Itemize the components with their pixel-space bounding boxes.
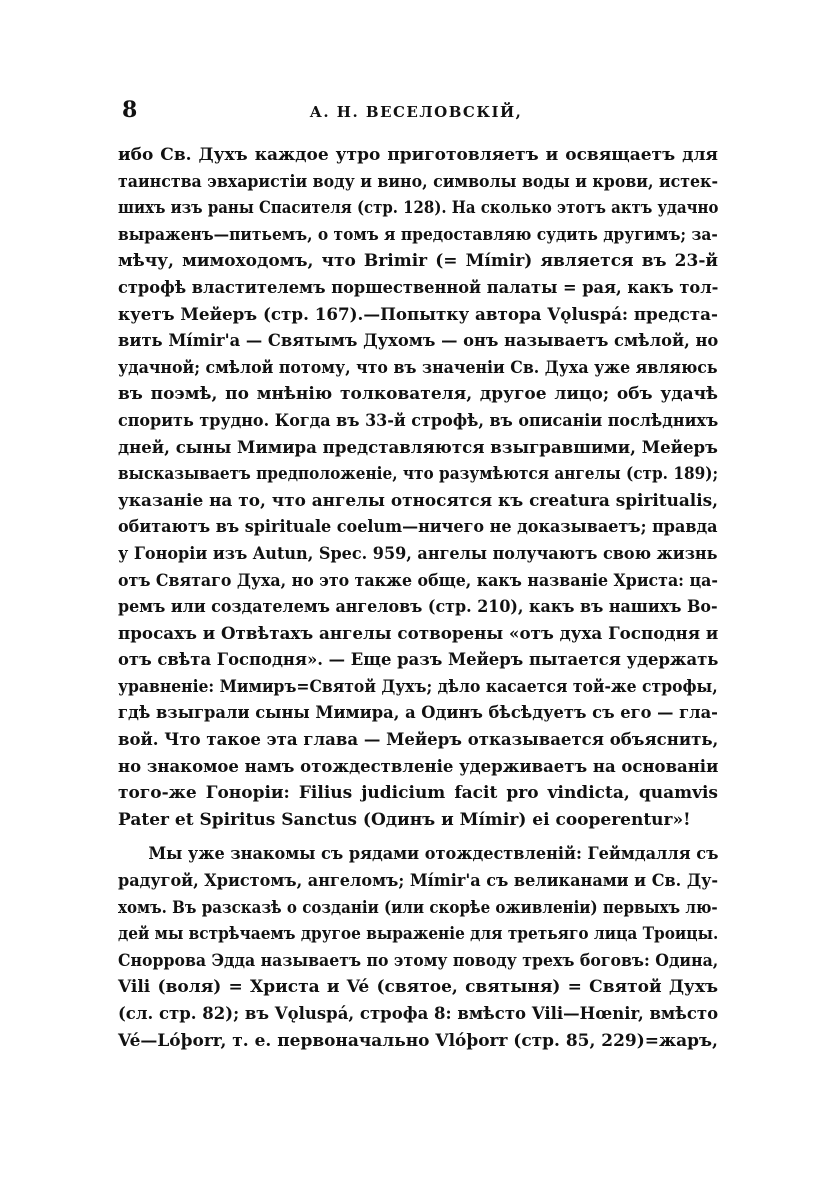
text-line: мѣчу, мимоходомъ, что Brimir (= Mímir) является въ 23-й [118, 251, 718, 272]
text-line: у Гоноріи изъ Autun, Spec. 959, ангелы получаютъ свою жизнь [118, 543, 718, 564]
paragraph-gap [118, 833, 718, 841]
text-line: куетъ Мейеръ (стр. 167).—Попытку автора Vǫluspá: предста- [118, 304, 718, 325]
text-line: того-же Гоноріи: Filius judicium facit pro vindicta, quamvis [118, 783, 718, 804]
running-head: А. Н. ВЕСЕЛОВСКІЙ, [309, 103, 523, 121]
page-header [118, 96, 714, 128]
text-line: хомъ. Въ разсказѣ о созданіи (или скорѣе оживленіи) первыхъ лю- [118, 897, 718, 918]
text-line: удачной; смѣлой потому, что въ значеніи Св. Духа уже являюсь [118, 357, 718, 378]
text-line: Vé—Lóþorr, т. е. первоначально Vlóþorr (стр. 85, 229)=жаръ, [118, 1030, 718, 1051]
text-line: (сл. стр. 82); въ Vǫluspá, строфа 8: вмѣсто Vili—Hœnir, вмѣсто [118, 1004, 719, 1024]
text-line: ремъ или создателемъ ангеловъ (стр. 210), какъ въ нашихъ Во- [118, 597, 718, 618]
text-line: дней, сыны Мимира представляются взыгравшими, Мейеръ [118, 437, 718, 458]
text-line: отъ свѣта Господня». — Еще разъ Мейеръ пытается удержать [118, 650, 719, 671]
text-line: высказываетъ предположеніе, что разумѣются ангелы (стр. 189); [118, 464, 719, 485]
text-line: Мы уже знакомы съ рядами отождествленій: Геймдалля съ [148, 844, 719, 865]
text-line: таинства эвхаристіи воду и вино, символы воды и крови, истек- [118, 171, 718, 192]
text-line: уравненіе: Мимиръ=Святой Духъ; дѣло касается той-же строфы, [118, 676, 718, 697]
text-line: ибо Св. Духъ каждое утро приготовляетъ и освящаетъ для [118, 145, 718, 165]
text-line: дей мы встрѣчаемъ другое выраженіе для третьяго лица Троицы. [118, 924, 719, 945]
page-number: 8 [122, 97, 138, 123]
paragraph [118, 841, 718, 1054]
text-line: Vili (воля) = Христа и Vé (святое, святыня) = Святой Духъ [118, 977, 718, 998]
text-line: просахъ и Отвѣтахъ ангелы сотворены «отъ духа Господня и [118, 623, 719, 644]
text-line: указаніе на то, что ангелы относятся къ creatura spiritualis, [118, 490, 719, 511]
text-line: радугой, Христомъ, ангеломъ; Mímir'a съ великанами и Св. Ду- [118, 871, 719, 892]
text-line: обитаютъ въ spirituale coelum—ничего не доказываетъ; правда [118, 517, 718, 538]
text-line: шихъ изъ раны Спасителя (стр. 128). На сколько этотъ актъ удачно [118, 198, 719, 219]
text-line: Pater et Spiritus Sanctus (Одинъ и Mímir) ei cooperentur»! [118, 809, 691, 830]
text-line: Снорровa Эдда называетъ по этому поводу трехъ боговъ: Одина, [118, 950, 719, 971]
text-line: въ поэмѣ, по мнѣнію толкователя, другое лицо; объ удачѣ [118, 384, 718, 405]
text-line: выраженъ—питьемъ, о томъ я предоставляю судить другимъ; за- [118, 224, 718, 245]
text-line: гдѣ взыграли сыны Мимира, а Одинъ бѣсѣдуетъ съ его — гла- [118, 703, 718, 724]
text-line: строфѣ властителемъ поршественной палаты = рая, какъ тол- [118, 277, 719, 298]
text-line: спорить трудно. Когда въ 33-й строфѣ, въ описаніи послѣднихъ [118, 410, 719, 431]
text-line: отъ Святаго Духа, но это также обще, какъ названіе Христа: ца- [118, 570, 718, 591]
body-text [118, 142, 718, 1054]
text-line: вой. Что такое эта глава — Мейеръ отказывается объяснить, [118, 730, 719, 751]
text-line: вить Mímir'a — Святымъ Духомъ — онъ называетъ смѣлой, но [118, 331, 719, 352]
text-line: но знакомое намъ отождествленіе удерживаетъ на основаніи [118, 756, 719, 777]
paragraph [118, 142, 718, 833]
